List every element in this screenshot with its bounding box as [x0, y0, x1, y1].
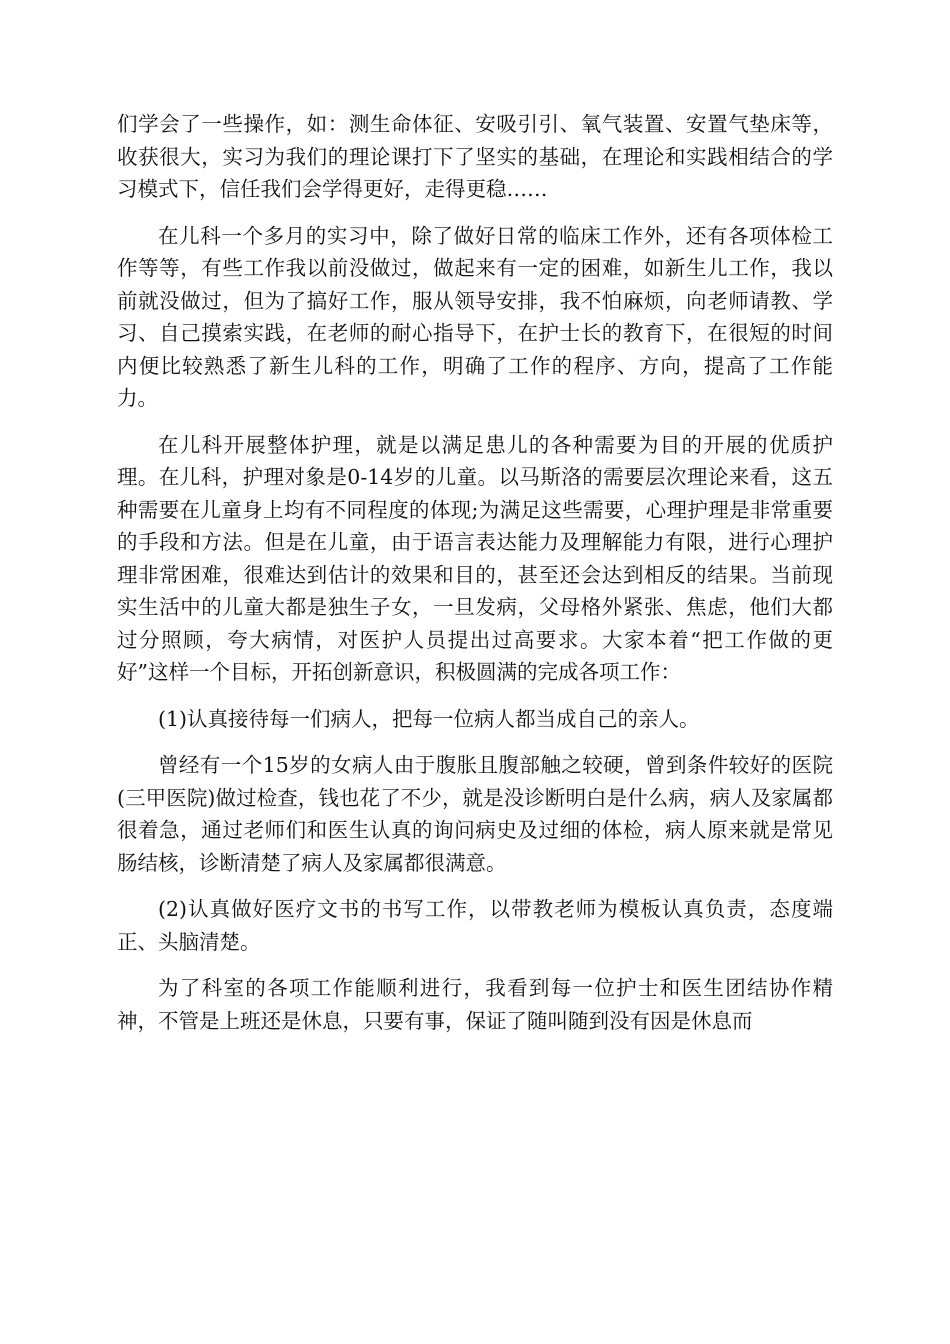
paragraph-4: (1)认真接待每一们病人，把每一位病人都当成自己的亲人。: [158, 706, 700, 731]
paragraph-6: (2)认真做好医疗文书的书写工作，以带教老师为模板认真负责，态度端正、头脑清楚。: [117, 897, 833, 954]
paragraph-1: 们学会了一些操作，如：测生命体征、安吸引引、氧气装置、安置气垫床等，收获很大，实习为我们的理论课打下了坚实的基础，在理论和实践相结合的学习模式下，信任我们会学得更好，走得更稳……: [117, 112, 833, 201]
paragraph-3: 在儿科开展整体护理，就是以满足患儿的各种需要为目的开展的优质护理。在儿科，护理对象是0-14岁的儿童。以马斯洛的需要层次理论来看，这五种需要在儿童身上均有不同程度的体现;为满足这些需要，心理护理是非常重要的手段和方法。但是在儿童，由于语言表达能力及理解能力有限，进行心理护理非常困难，很难达到估计的效果和目的，甚至还会达到相反的结果。当前现实生活中的儿童大都是独生子女，一旦发病，父母格外紧张、焦虑，他们大都过分照顾，夸大病情，对医护人员提出过高要求。大家本着“把工作做的更好”这样一个目标，开拓创新意识，积极圆满的完成各项工作：: [117, 432, 833, 684]
document-page: [117, 108, 833, 1051]
paragraph-5: 曾经有一个15岁的女病人由于腹胀且腹部触之较硬，曾到条件较好的医院(三甲医院)做过检查，钱也花了不少，就是没诊断明白是什么病，病人及家属都很着急，通过老师们和医生认真的询问病史及过细的体检，病人原来就是常见肠结核，诊断清楚了病人及家属都很满意。: [117, 753, 833, 875]
paragraph-7: 为了科室的各项工作能顺利进行，我看到每一位护士和医生团结协作精神，不管是上班还是休息，只要有事，保证了随叫随到没有因是休息而: [117, 976, 833, 1033]
paragraph-2: 在儿科一个多月的实习中，除了做好日常的临床工作外，还有各项体检工作等等，有些工作我以前没做过，做起来有一定的困难，如新生儿工作，我以前就没做过，但为了搞好工作，服从领导安排，我不怕麻烦，向老师请教、学习、自己摸索实践，在老师的耐心指导下，在护士长的教育下，在很短的时间内便比较熟悉了新生儿科的工作，明确了工作的程序、方向，提高了工作能力。: [117, 223, 833, 410]
